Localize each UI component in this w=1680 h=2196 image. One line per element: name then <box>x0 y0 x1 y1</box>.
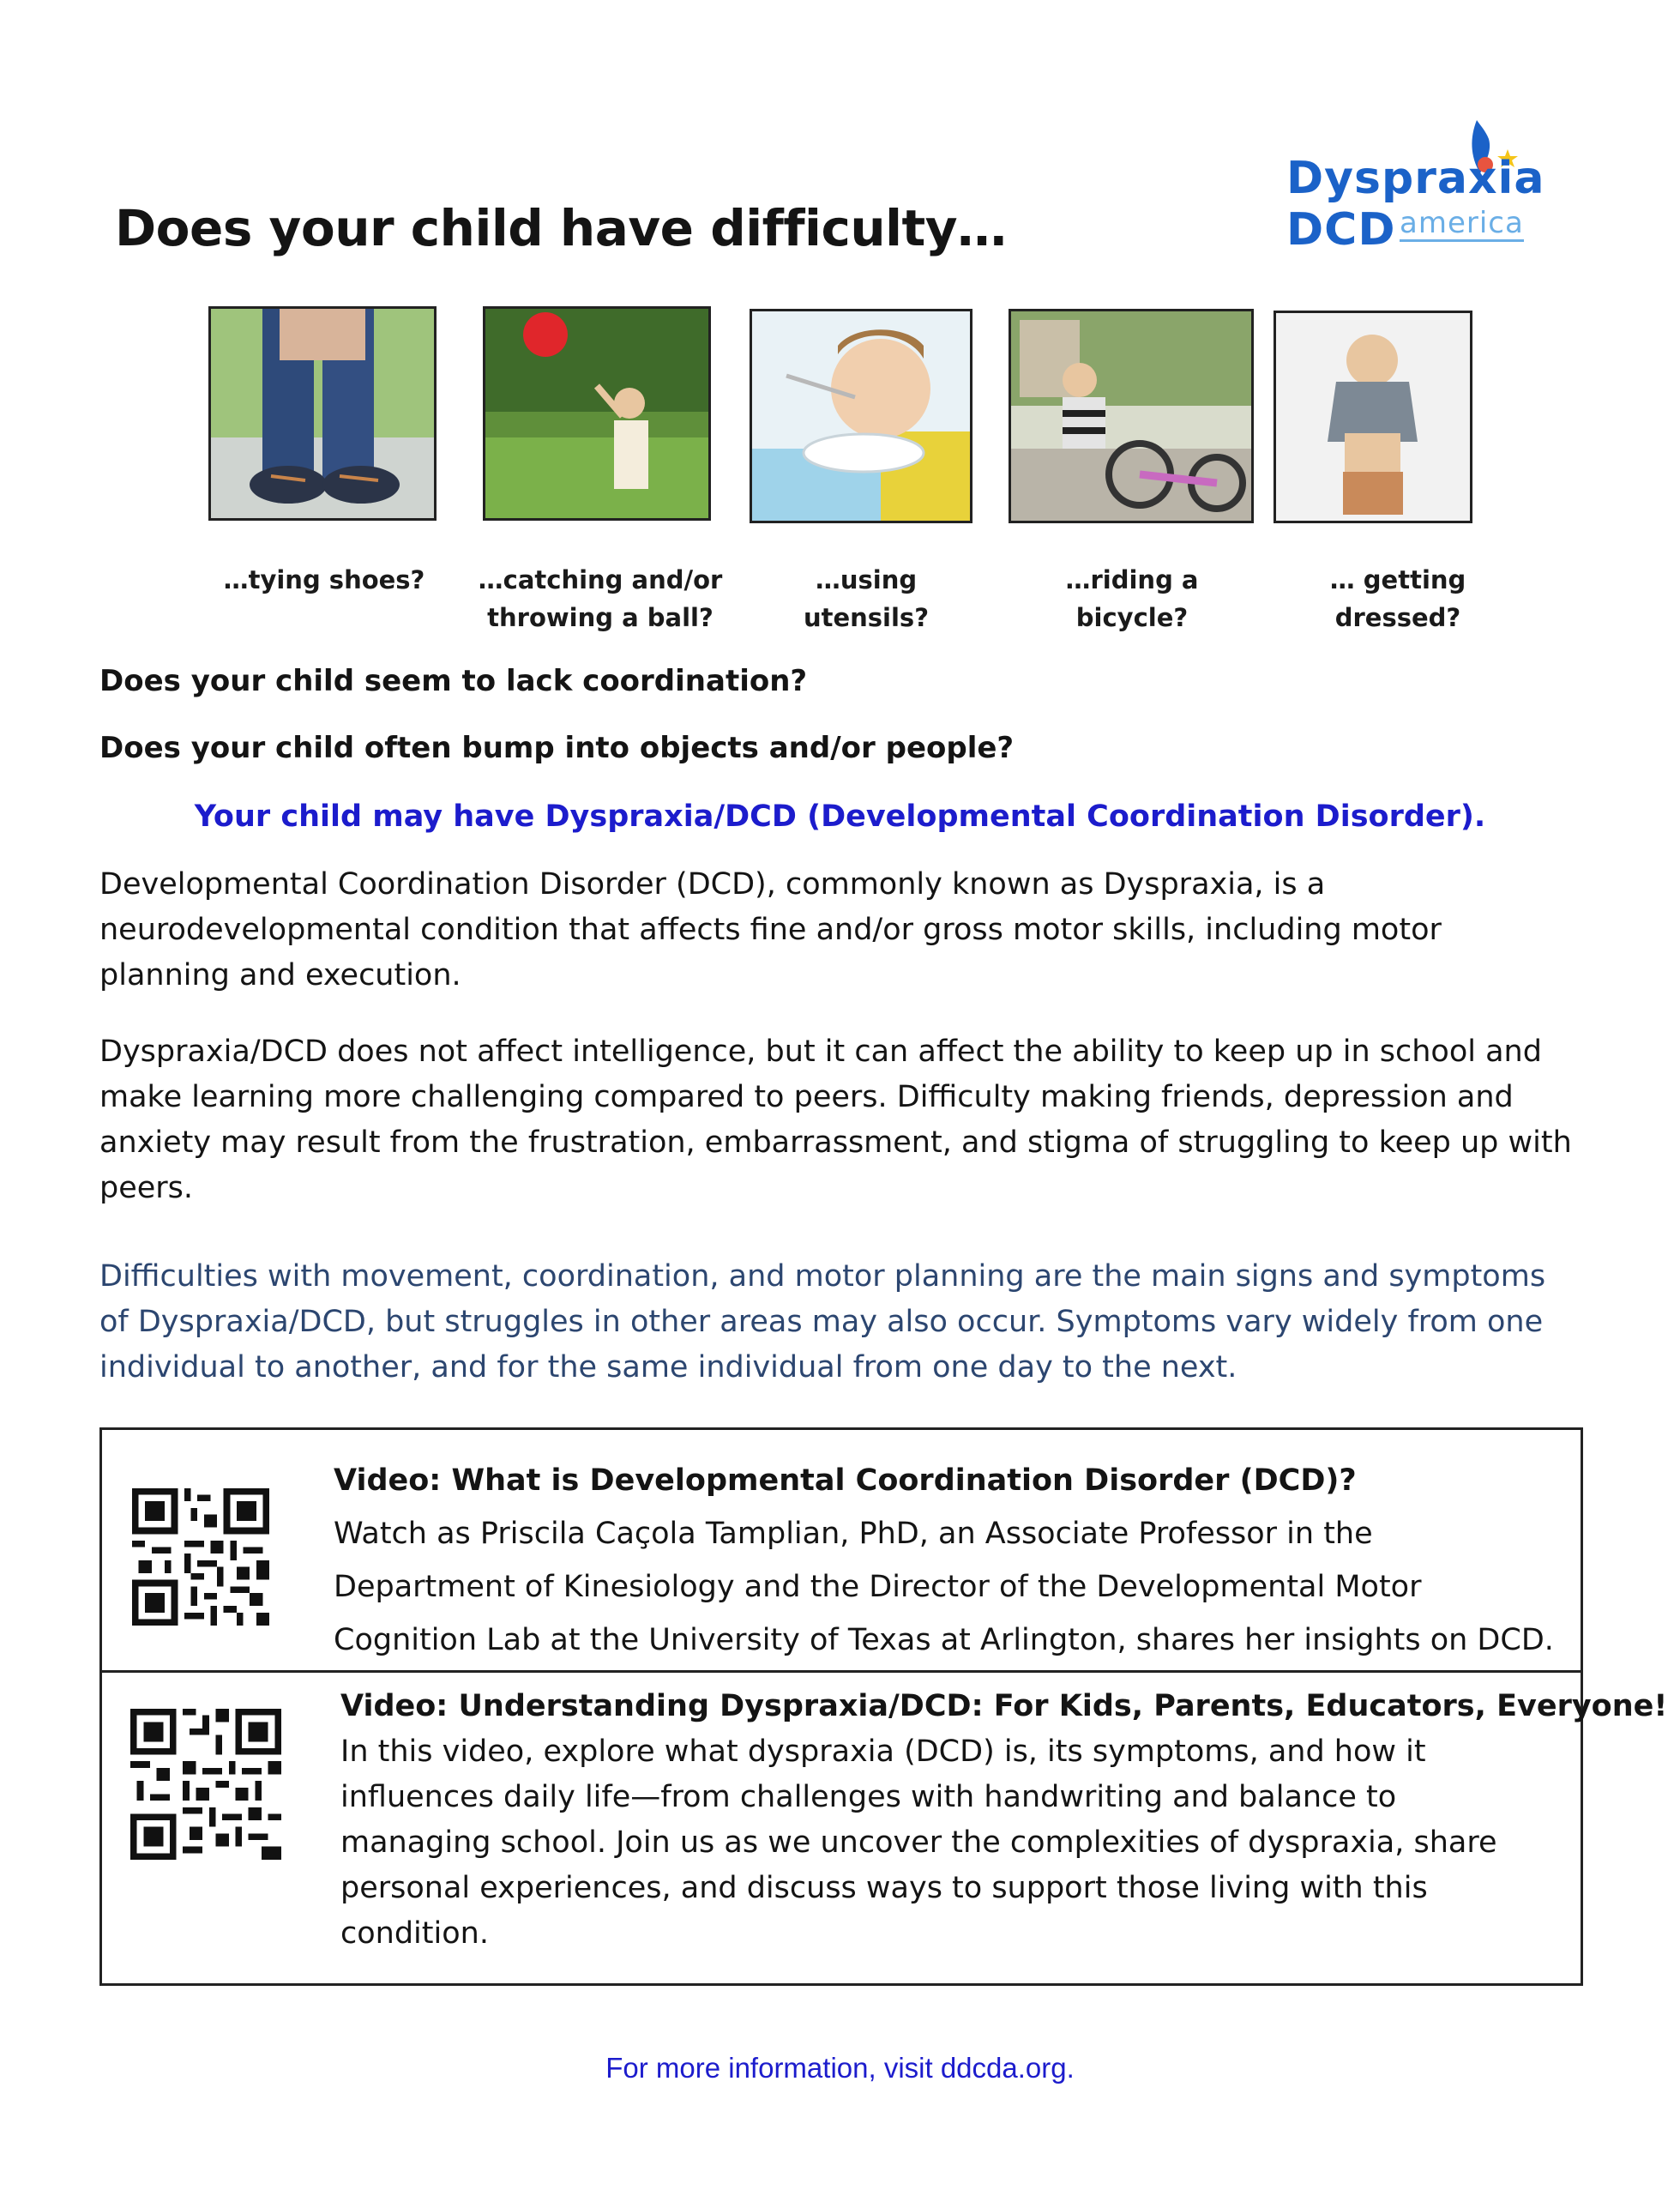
video-info-understanding-dyspraxia: Video: Understanding Dyspraxia/DCD: For Kids, Parents, Educators, Everyone! In this video, explore what dyspraxia (DCD) is, its symptoms, and how it influences daily life—from challenges with handwriting and balance to managing school. Join us as we uncover the complexities of dyspraxia, share personal experiences, and discuss ways to support those living with this condition. <box>340 1683 1667 1957</box>
page-title: Does your child have difficulty… <box>115 199 1007 257</box>
caption-tying-shoes: …tying shoes? <box>223 565 425 594</box>
photo-tying-shoes <box>208 306 437 521</box>
logo-text-dyspraxia: Dyspraxia <box>1286 153 1545 204</box>
footer-more-info-link[interactable]: For more information, visit ddcda.org. <box>605 2052 1075 2084</box>
caption-catching-ball: …catching and/or throwing a ball? <box>478 565 723 632</box>
paragraph-definition: Developmental Coordination Disorder (DCD), commonly known as Dyspraxia, is a neurodevelopmental condition that affects fine and/or gross motor skills, including motor planning and execution. <box>99 867 1442 992</box>
dyspraxia-dcd-america-logo <box>1286 103 1544 257</box>
photo-getting-dressed <box>1274 311 1472 523</box>
video-card-what-is-dcd <box>99 1427 1583 1673</box>
logo-text-dcd: DCD <box>1286 204 1396 256</box>
video-title[interactable]: Video: Understanding Dyspraxia/DCD: For Kids, Parents, Educators, Everyone! <box>340 1689 1668 1723</box>
question-lack-coordination: Does your child seem to lack coordination? <box>99 664 808 698</box>
qr-code-icon[interactable] <box>132 1488 269 1626</box>
photo-using-utensils <box>750 309 972 523</box>
paragraph-impact: Dyspraxia/DCD does not affect intelligence, but it can affect the ability to keep up in school and make learning more challenging compared to peers. Difficulty making friends, depression and anxiety may result from the frustration, embarrassment, and stigma of struggling to keep up with peers. <box>99 1035 1572 1205</box>
qr-code-icon[interactable] <box>130 1709 281 1860</box>
video-title[interactable]: Video: What is Developmental Coordination Disorder (DCD)? <box>334 1463 1357 1498</box>
highlight-statement: Your child may have Dyspraxia/DCD (Developmental Coordination Disorder). <box>194 799 1486 834</box>
video-card-understanding-dyspraxia <box>99 1668 1668 1986</box>
question-bump-into-objects: Does your child often bump into objects and/or people? <box>99 731 1015 765</box>
photo-catching-ball <box>483 306 711 521</box>
caption-using-utensils: …using utensils? <box>803 565 930 632</box>
logo-text-america: america <box>1400 208 1524 242</box>
caption-getting-dressed: … getting dressed? <box>1329 565 1466 632</box>
paragraph-symptoms: Difficulties with movement, coordination, and motor planning are the main signs and symptoms of Dyspraxia/DCD, but struggles in other areas may also occur. Symptoms vary widely from one individual to another, and for the same individual from one day to the next. <box>99 1259 1546 1385</box>
video-info-what-is-dcd: Video: What is Developmental Coordination Disorder (DCD)? Watch as Priscila Caçola Tamplian, PhD, an Associate Professor in the Department of Kinesiology and the Director of the Developmental Motor Cognition Lab at the University of Texas at Arlington, shares her insights on DCD. <box>334 1454 1554 1667</box>
photo-riding-bicycle <box>1009 309 1254 523</box>
caption-riding-bicycle: …riding a bicycle? <box>1065 565 1199 632</box>
